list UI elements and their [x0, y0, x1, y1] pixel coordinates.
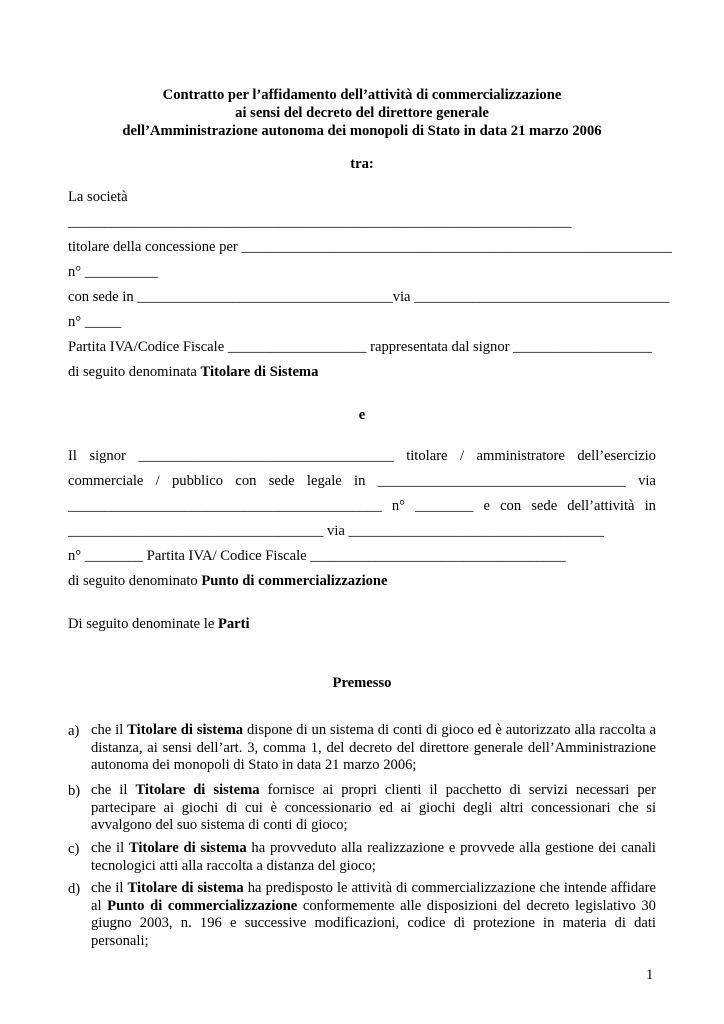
item-text-part: fornisce ai propri clienti il pacchetto di servizi necessari per partecipare ai giochi di cui è concessionario ed ai giochi degli altri concessionari che si avvalgono del suo sistema di conti di gioco;: [91, 782, 656, 834]
title-line-3: dell’Amministrazione autonoma dei monopoli di Stato in data 21 marzo 2006: [122, 123, 602, 139]
item-text-part: che il: [91, 722, 128, 738]
row1-blank: ___________________________________: [138, 448, 394, 464]
punto-di-commercializzazione-term: Punto di commercializzazione: [201, 573, 388, 589]
parti-prefix: Di seguito denominate le: [68, 616, 218, 632]
item-bold-term: Titolare di sistema: [128, 840, 247, 856]
item-text-part: ha provveduto alla realizzazione e provvede alla gestione dei canali tecnologici atti alla raccolta a distanza del gioco;: [91, 840, 656, 874]
societa-blank-line: _____________________________________________________________________: [68, 214, 572, 230]
item-bold-term: Titolare di sistema: [127, 722, 244, 738]
title-line-1: Contratto per l’affidamento dell’attività di commercializzazione: [162, 87, 562, 103]
via-blank: ___________________________________: [414, 289, 670, 305]
item-text: [91, 722, 656, 775]
item-label: b): [68, 783, 81, 799]
numero-line-1: n° __________: [68, 264, 158, 280]
row2-word: legale: [306, 473, 342, 489]
row1-word: dell’esercizio: [577, 448, 656, 464]
party2-row-4: ___________________________________ via ___________________________________: [68, 523, 604, 539]
row3-word: con: [500, 498, 522, 514]
item-label: a): [68, 723, 80, 739]
via-label: via: [392, 289, 415, 305]
partita-iva-blank: ___________________: [227, 339, 367, 355]
row3-word: sede: [531, 498, 558, 514]
row3-blank: ___________________________________________: [68, 498, 382, 514]
denominato-prefix: di seguito denominato: [68, 573, 202, 589]
partita-iva-label: Partita IVA/Codice Fiscale: [68, 339, 228, 355]
party2-row-5: n° ________ Partita IVA/ Codice Fiscale ___________________________________: [68, 548, 566, 564]
item-text-part: dispone di un sistema di conti di gioco ed è autorizzato alla raccolta a distanza, ai sensi dell’art. 3, comma 1, del decreto del direttore generale dell’Amministrazione autonoma dei monopoli di Stato in data 21 marzo 2006;: [91, 722, 656, 774]
item-bold-term: Punto di commercializzazione: [107, 897, 298, 914]
row2-word: via: [638, 473, 656, 489]
row2-word: pubblico: [171, 473, 224, 489]
partita-iva-line: [68, 338, 652, 356]
sede-blank: ___________________________________: [137, 289, 393, 305]
item-text-part: conformemente alle disposizioni del decreto legislativo 30 giugno 2003, n. 196 e successive modificazioni, codice di protezione in materia di dati personali;: [91, 897, 656, 949]
item-text-part: che il: [91, 782, 136, 798]
societa-label: La società: [68, 189, 128, 205]
item-text: [91, 782, 656, 835]
sede-label: con sede in: [68, 289, 138, 305]
titolare-concessione-label: titolare della concessione per: [68, 239, 242, 255]
titolare-concessione-blank: ___________________________________________________________: [241, 239, 672, 255]
denominato-line: [68, 572, 388, 590]
row2-blank: __________________________________: [377, 473, 626, 489]
row2-word: commerciale: [68, 473, 144, 489]
item-text-part: ha predisposto le attività di commercializzazione che intende affidare al: [91, 880, 656, 914]
item-text: [91, 880, 656, 950]
row1-word: Il: [68, 448, 77, 464]
e-heading: e: [358, 407, 366, 423]
item-text-part: che il: [91, 840, 129, 856]
row2-word: in: [354, 473, 366, 489]
row2-word: /: [155, 473, 160, 489]
item-bold-term: Titolare di sistema: [135, 782, 260, 798]
rappresentata-label: rappresentata dal signor: [366, 339, 514, 355]
premesso-heading: Premesso: [332, 675, 392, 691]
row3-blank: ________: [415, 498, 474, 514]
parti-term: Parti: [217, 616, 250, 632]
party2-row-2: [68, 472, 656, 490]
parti-line: [68, 615, 250, 633]
item-label: c): [68, 841, 80, 857]
page-number: 1: [646, 967, 654, 983]
titolare-di-sistema-term: Titolare di Sistema: [200, 364, 319, 380]
titolare-concessione-line: [68, 238, 672, 256]
numero-line-2: n° _____: [68, 314, 122, 330]
sede-line: [68, 288, 670, 306]
item-text-part: che il: [91, 880, 128, 896]
denominata-prefix: di seguito denominata: [68, 364, 201, 380]
party2-row-3: [68, 497, 656, 515]
party2-row-1: [68, 447, 656, 465]
row3-word: n°: [391, 498, 405, 514]
title-line-2: ai sensi del decreto del direttore generale: [235, 105, 489, 121]
row3-word: in: [644, 498, 656, 514]
item-bold-term: Titolare di sistema: [127, 880, 244, 896]
row1-word: titolare: [406, 448, 448, 464]
row2-word: con: [235, 473, 257, 489]
item-label: d): [68, 881, 81, 897]
tra-heading: tra:: [350, 156, 374, 172]
row1-word: signor: [89, 448, 126, 464]
row3-word: e: [483, 498, 490, 514]
item-text: [91, 840, 656, 875]
row2-word: sede: [268, 473, 295, 489]
row1-word: amministratore: [476, 448, 565, 464]
row3-word: dell’attività: [567, 498, 635, 514]
rappresentata-blank: ___________________: [513, 339, 652, 355]
row1-word: /: [460, 448, 465, 464]
denominata-line: [68, 363, 318, 381]
